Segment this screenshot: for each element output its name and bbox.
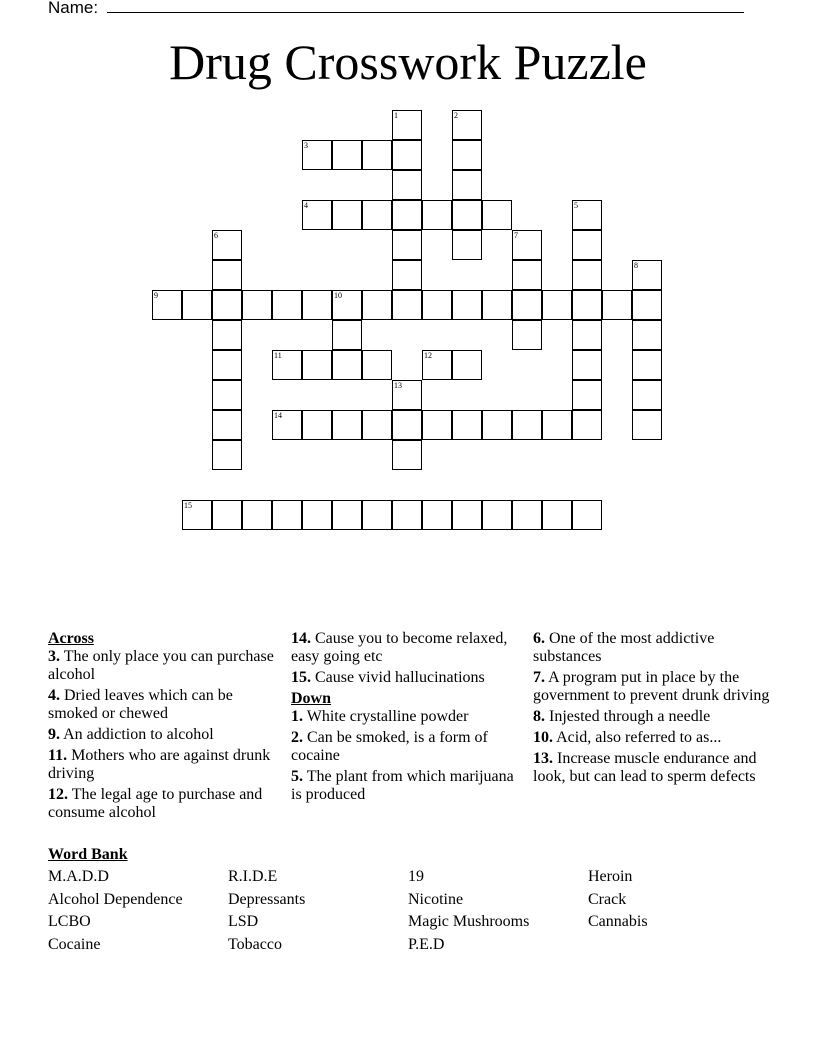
grid-cell[interactable] [572, 500, 602, 530]
clue-number: 2 [454, 111, 458, 120]
clue-across-14: 14. Cause you to become relaxed, easy going etc [291, 630, 508, 665]
grid-cell[interactable] [572, 320, 602, 350]
grid-cell[interactable] [512, 290, 542, 320]
clue-down-6: 6. One of the most addictive substances [533, 630, 715, 665]
name-label: Name: [48, 0, 103, 17]
grid-cell[interactable] [422, 410, 452, 440]
grid-cell[interactable] [482, 200, 512, 230]
grid-cell[interactable] [572, 290, 602, 320]
grid-cell[interactable] [392, 140, 422, 170]
clue-down-8: 8. Injested through a needle [533, 708, 711, 725]
grid-cell[interactable] [212, 260, 242, 290]
grid-cell[interactable] [452, 500, 482, 530]
grid-cell[interactable] [392, 410, 422, 440]
clue-across-4: 4. Dried leaves which can be smoked or chewed [48, 687, 233, 722]
grid-cell[interactable] [332, 410, 362, 440]
grid-cell[interactable] [632, 320, 662, 350]
grid-cell[interactable] [332, 320, 362, 350]
grid-cell[interactable] [632, 410, 662, 440]
grid-cell[interactable] [212, 500, 242, 530]
down-heading: Down [291, 690, 332, 707]
word-bank-item: Magic Mushrooms [408, 913, 530, 930]
grid-cell[interactable] [362, 500, 392, 530]
clue-number: 4 [304, 201, 308, 210]
grid-cell[interactable] [422, 200, 452, 230]
clue-across-11: 11. Mothers who are against drunk driving [48, 747, 271, 782]
grid-cell[interactable] [512, 320, 542, 350]
grid-cell[interactable] [512, 410, 542, 440]
word-bank-item: Crack [588, 891, 627, 908]
clue-down-10: 10. Acid, also referred to as... [533, 729, 722, 746]
clue-number: 9 [154, 291, 158, 300]
grid-cell[interactable] [632, 380, 662, 410]
page-title: Drug Crosswork Puzzle [169, 34, 647, 90]
grid-cell[interactable] [572, 230, 602, 260]
grid-cell[interactable] [572, 260, 602, 290]
grid-cell[interactable] [452, 140, 482, 170]
word-bank-item: LCBO [48, 913, 91, 930]
word-bank-item: Depressants [228, 891, 306, 908]
clue-down-7: 7. A program put in place by the government to prevent drunk driving [533, 669, 770, 704]
word-bank-item: Heroin [588, 868, 633, 885]
grid-cell[interactable] [572, 410, 602, 440]
clue-across-3: 3. The only place you can purchase alcohol [48, 648, 274, 683]
word-bank-item: P.E.D [408, 936, 445, 953]
grid-cell[interactable] [182, 290, 212, 320]
clue-number: 15 [184, 501, 192, 510]
clue-number: 5 [574, 201, 578, 210]
grid-cell[interactable] [452, 230, 482, 260]
grid-cell[interactable] [632, 350, 662, 380]
grid-cell[interactable] [302, 290, 332, 320]
grid-cell[interactable] [212, 440, 242, 470]
word-bank-item: 19 [408, 868, 424, 885]
grid-cell[interactable] [422, 500, 452, 530]
grid-cell[interactable] [242, 290, 272, 320]
clue-across-9: 9. An addiction to alcohol [48, 726, 214, 743]
clue-number: 1 [394, 111, 398, 120]
clues-column-1 [48, 630, 278, 825]
clue-down-1: 1. White crystalline powder [291, 708, 469, 725]
grid-cell[interactable] [542, 500, 572, 530]
clue-number: 6 [214, 231, 218, 240]
word-bank-item: Nicotine [408, 891, 464, 908]
grid-cell[interactable] [362, 410, 392, 440]
grid-cell[interactable] [392, 440, 422, 470]
word-bank-heading: Word Bank [48, 846, 128, 863]
grid-cell[interactable] [482, 290, 512, 320]
grid-cell[interactable] [332, 200, 362, 230]
word-bank-item: Cannabis [588, 913, 648, 930]
word-bank-item: R.I.D.E [228, 868, 278, 885]
grid-cell[interactable] [302, 410, 332, 440]
word-bank-item: M.A.D.D [48, 868, 109, 885]
grid-cell[interactable] [362, 140, 392, 170]
clue-down-13: 13. Increase muscle endurance and look, but can lead to sperm defects [533, 750, 757, 785]
grid-cell[interactable] [392, 500, 422, 530]
grid-cell[interactable] [452, 290, 482, 320]
clue-number: 3 [304, 141, 308, 150]
clues-column-2 [291, 630, 521, 807]
word-bank-item: Tobacco [228, 936, 282, 953]
clue-number: 7 [514, 231, 518, 240]
grid-cell[interactable] [212, 410, 242, 440]
grid-cell[interactable] [482, 410, 512, 440]
clue-down-2: 2. Can be smoked, is a form of cocaine [291, 729, 488, 764]
grid-cell[interactable] [212, 320, 242, 350]
grid-cell[interactable] [452, 410, 482, 440]
grid-cell[interactable] [362, 290, 392, 320]
clue-number: 13 [394, 381, 402, 390]
grid-cell[interactable] [392, 260, 422, 290]
grid-cell[interactable] [212, 380, 242, 410]
across-heading: Across [48, 630, 94, 647]
grid-cell[interactable] [452, 350, 482, 380]
grid-cell[interactable] [242, 500, 272, 530]
grid-cell[interactable] [512, 500, 542, 530]
clue-number: 12 [424, 351, 432, 360]
grid-cell[interactable] [302, 350, 332, 380]
grid-cell[interactable] [392, 170, 422, 200]
clue-number: 8 [634, 261, 638, 270]
clue-across-12: 12. The legal age to purchase and consume alcohol [48, 786, 263, 821]
grid-cell[interactable] [632, 290, 662, 320]
grid-cell[interactable] [422, 290, 452, 320]
clue-down-5: 5. The plant from which marijuana is produced [291, 768, 514, 803]
clue-number: 11 [274, 351, 282, 360]
clues-column-3 [533, 630, 773, 789]
grid-cell[interactable] [272, 290, 302, 320]
grid-cell[interactable] [332, 500, 362, 530]
grid-cell[interactable] [302, 500, 332, 530]
grid-cell[interactable] [392, 290, 422, 320]
grid-cell[interactable] [272, 500, 302, 530]
grid-cell[interactable] [362, 350, 392, 380]
grid-cell[interactable] [362, 200, 392, 230]
clue-number: 10 [334, 291, 342, 300]
clue-across-15: 15. Cause vivid hallucinations [291, 669, 485, 686]
word-bank-item: Cocaine [48, 936, 101, 953]
clue-number: 14 [274, 411, 282, 420]
grid-cell[interactable] [392, 200, 422, 230]
grid-cell[interactable] [452, 170, 482, 200]
grid-cell[interactable] [482, 500, 512, 530]
grid-cell[interactable] [392, 230, 422, 260]
grid-cell[interactable] [602, 290, 632, 320]
grid-cell[interactable] [332, 140, 362, 170]
grid-cell[interactable] [512, 260, 542, 290]
word-bank-item: LSD [228, 913, 259, 930]
grid-cell[interactable] [572, 380, 602, 410]
grid-cell[interactable] [332, 350, 362, 380]
grid-cell[interactable] [452, 200, 482, 230]
word-bank-item: Alcohol Dependence [48, 891, 183, 908]
grid-cell[interactable] [572, 350, 602, 380]
grid-cell[interactable] [212, 350, 242, 380]
grid-cell[interactable] [212, 290, 242, 320]
grid-cell[interactable] [542, 410, 572, 440]
grid-cell[interactable] [542, 290, 572, 320]
